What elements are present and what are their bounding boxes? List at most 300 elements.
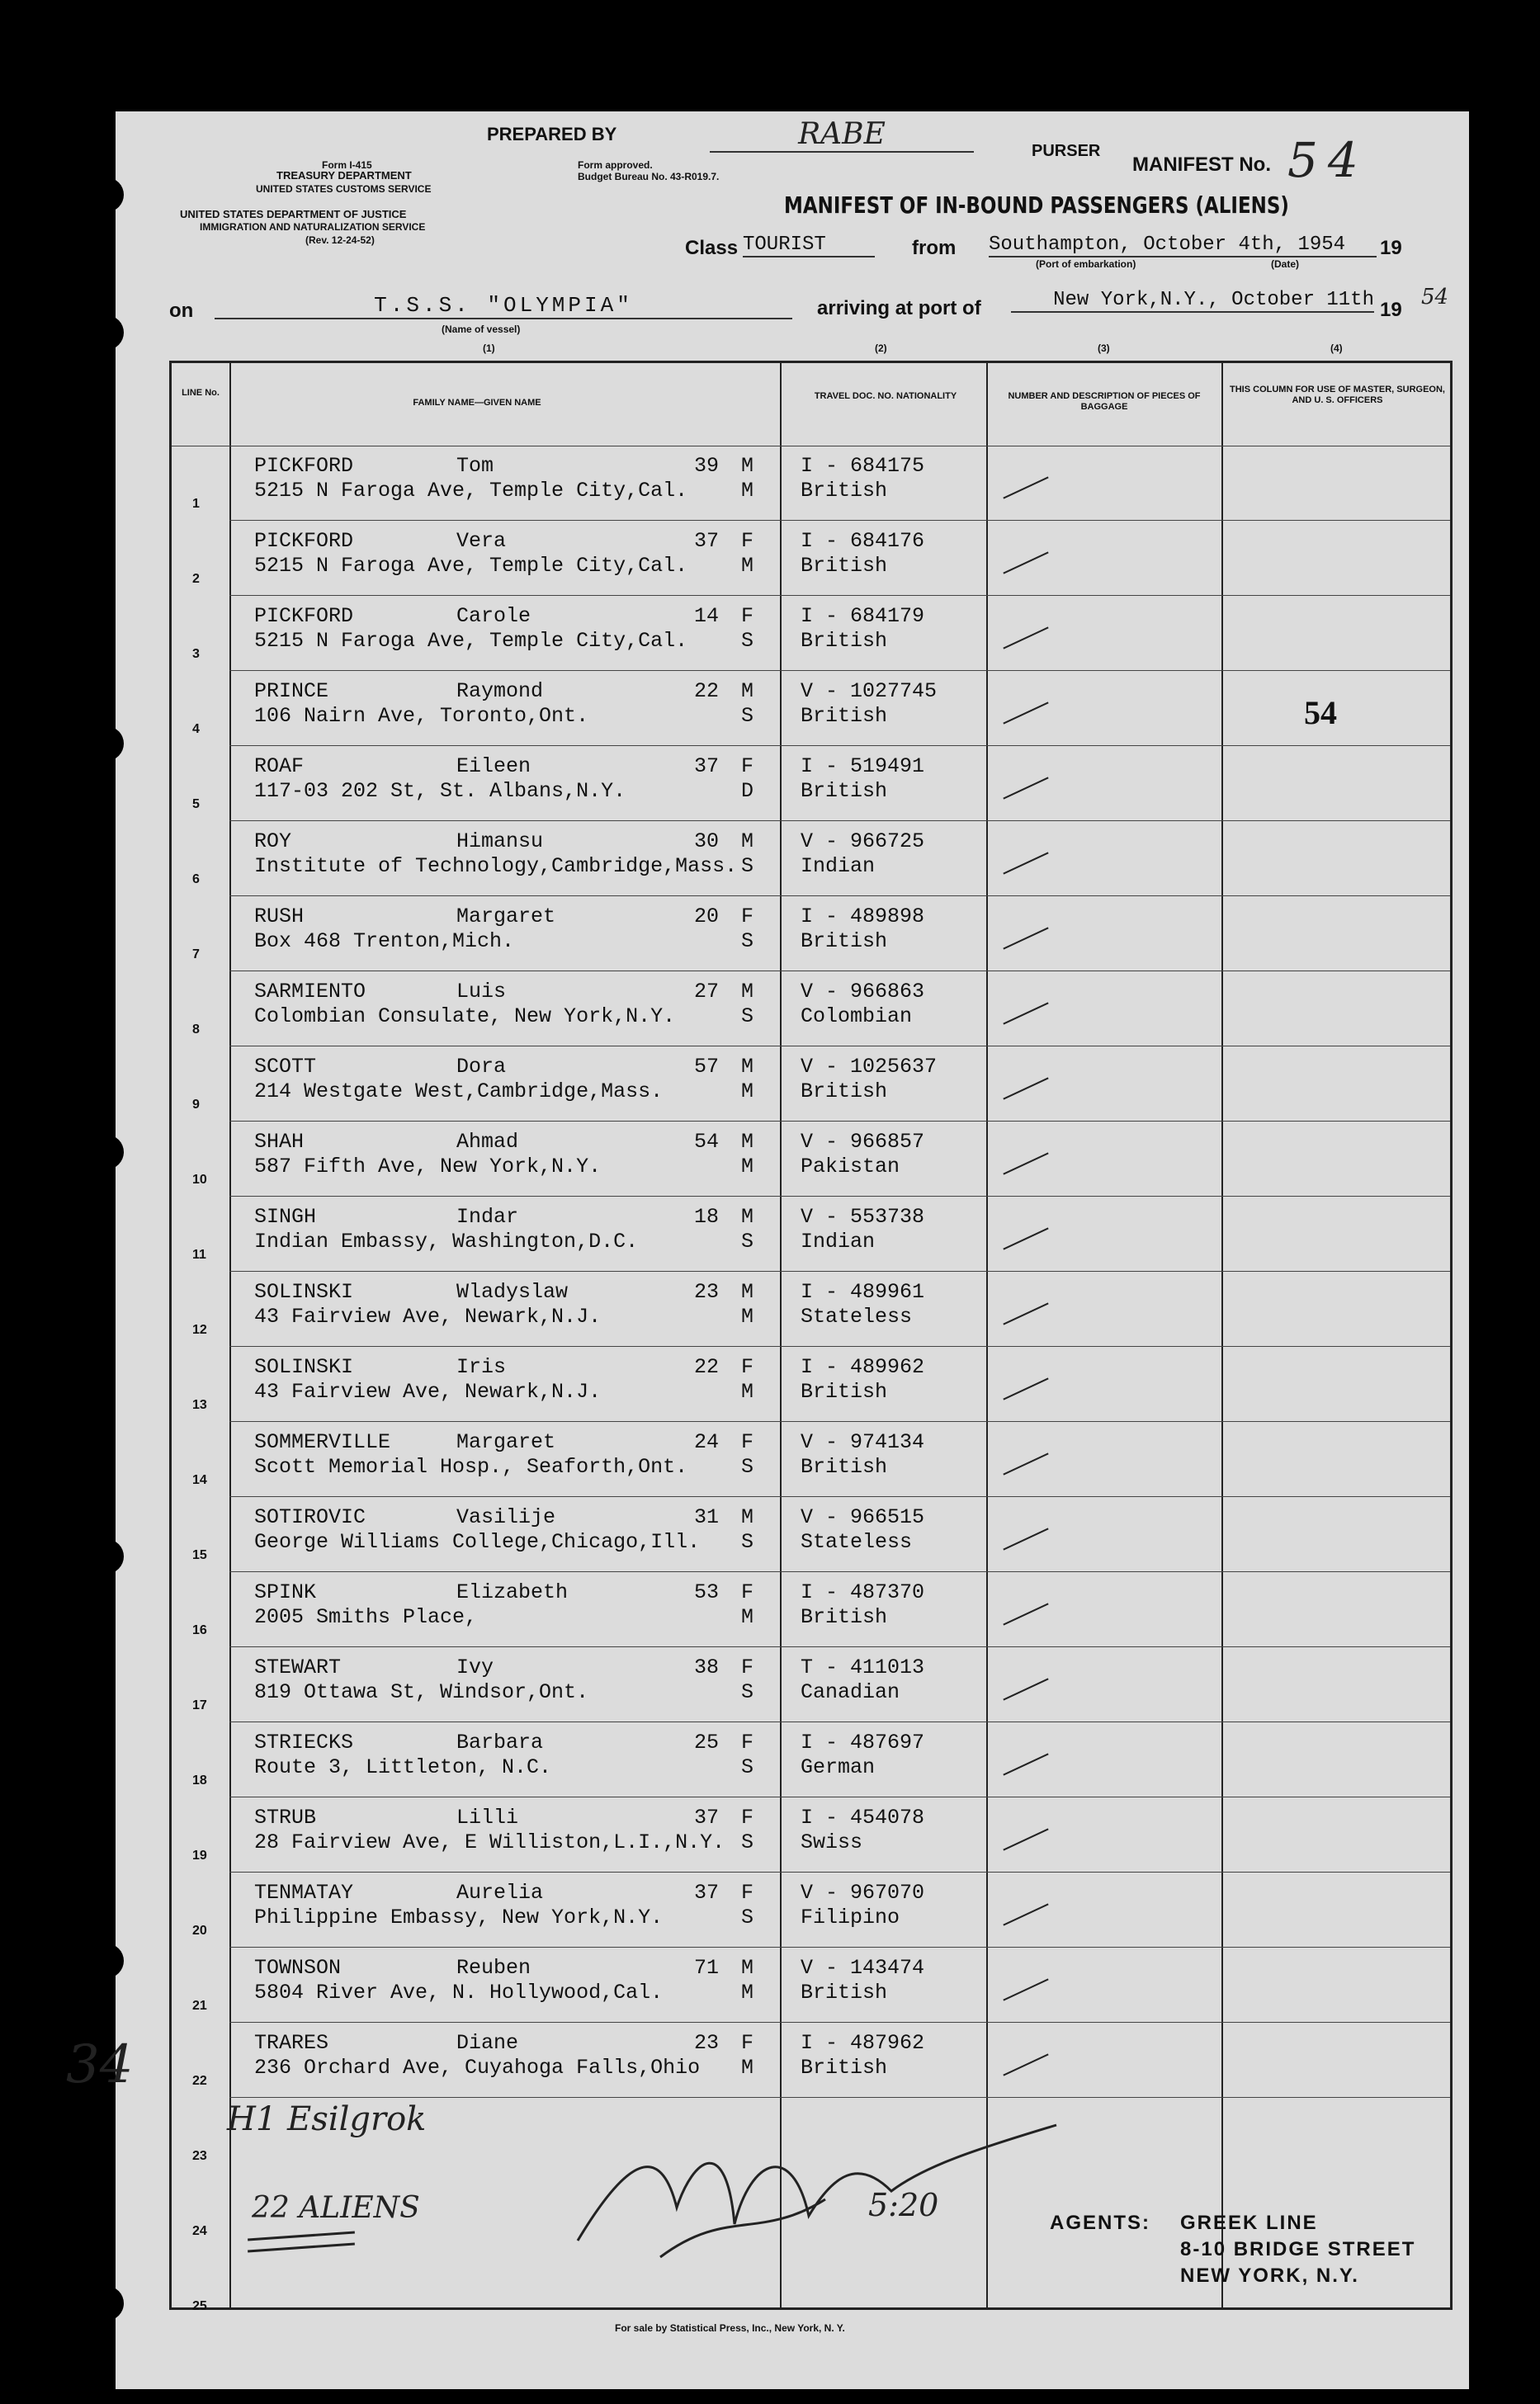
marital-status: M xyxy=(741,479,754,503)
travel-doc-number: I - 519491 xyxy=(801,754,925,778)
age: 18 xyxy=(694,1205,720,1229)
nationality: Pakistan xyxy=(801,1155,900,1178)
ins-service: IMMIGRATION AND NATURALIZATION SERVICE xyxy=(200,221,426,233)
address: Colombian Consulate, New York,N.Y. xyxy=(254,1004,676,1028)
agent-address-2: NEW YORK, N.Y. xyxy=(1180,2265,1359,2287)
marital-status: S xyxy=(741,854,754,878)
travel-doc-number: V - 553738 xyxy=(801,1205,925,1229)
arriving-port: New York,N.Y., October 11th xyxy=(1011,289,1374,313)
sex: F xyxy=(741,2031,754,2055)
check-mark xyxy=(1003,1152,1048,1174)
sex: F xyxy=(741,604,754,628)
agents-label: AGENTS: xyxy=(1050,2212,1150,2234)
age: 22 xyxy=(694,679,720,703)
age: 54 xyxy=(694,1130,720,1154)
given-name: Eileen xyxy=(456,754,531,778)
family-name: TOWNSON xyxy=(254,1956,342,1980)
table-row xyxy=(172,1647,1450,1722)
address: Philippine Embassy, New York,N.Y. xyxy=(254,1906,664,1929)
nationality: British xyxy=(801,629,888,653)
given-name: Lilli xyxy=(456,1806,519,1830)
header-baggage: NUMBER AND DESCRIPTION OF PIECES OF BAGGAGE xyxy=(1008,391,1201,412)
line-number: 6 xyxy=(192,872,200,886)
line-number: 17 xyxy=(192,1698,207,1712)
family-name: PRINCE xyxy=(254,679,329,703)
marital-status: M xyxy=(741,1380,754,1404)
marital-status: M xyxy=(741,1605,754,1629)
line-number: 11 xyxy=(192,1248,206,1262)
marital-status: S xyxy=(741,929,754,953)
address: 117-03 202 St, St. Albans,N.Y. xyxy=(254,779,626,803)
aliens-count-note: 22 ALIENS xyxy=(252,2191,420,2225)
given-name: Reuben xyxy=(456,1956,531,1980)
check-mark xyxy=(1003,852,1048,874)
age: 27 xyxy=(694,980,720,1004)
family-name: PICKFORD xyxy=(254,604,354,628)
family-name: RUSH xyxy=(254,904,305,928)
line-number: 2 xyxy=(192,572,200,586)
manifest-no-value: 54 xyxy=(1287,132,1368,188)
line-number: 1 xyxy=(192,497,200,511)
travel-doc-number: V - 143474 xyxy=(801,1956,925,1980)
address: 5215 N Faroga Ave, Temple City,Cal. xyxy=(254,554,688,578)
address: 587 Fifth Ave, New York,N.Y. xyxy=(254,1155,602,1178)
travel-doc-number: V - 974134 xyxy=(801,1430,925,1454)
table-row xyxy=(172,1122,1450,1197)
date-label: (Date) xyxy=(1271,258,1300,270)
table-row xyxy=(172,1347,1450,1422)
nationality: British xyxy=(801,554,888,578)
sex: F xyxy=(741,1430,754,1454)
family-name: PICKFORD xyxy=(254,529,354,553)
given-name: Margaret xyxy=(456,904,556,928)
family-name: PICKFORD xyxy=(254,454,354,478)
col-4-label: (4) xyxy=(1330,342,1343,354)
sex: M xyxy=(741,980,754,1004)
line-number: 13 xyxy=(192,1398,207,1412)
sex: F xyxy=(741,1731,754,1755)
sex: M xyxy=(741,1505,754,1529)
col-2-label: (2) xyxy=(875,342,887,354)
age: 25 xyxy=(694,1731,720,1755)
form-id: Form I-415 xyxy=(322,159,372,171)
family-name: SINGH xyxy=(254,1205,317,1229)
marital-status: M xyxy=(741,554,754,578)
handwritten-note: H1 Esilgrok xyxy=(227,2100,427,2138)
age: 22 xyxy=(694,1355,720,1379)
line-number: 10 xyxy=(192,1173,207,1187)
check-mark xyxy=(1003,1603,1048,1625)
header-name: FAMILY NAME—GIVEN NAME xyxy=(413,398,541,408)
sex: M xyxy=(741,1956,754,1980)
class-value: TOURIST xyxy=(743,234,875,257)
sex: M xyxy=(741,1280,754,1304)
given-name: Luis xyxy=(456,980,507,1004)
line-number: 7 xyxy=(192,947,200,961)
sex: M xyxy=(741,679,754,703)
family-name: STEWART xyxy=(254,1655,342,1679)
check-mark xyxy=(1003,777,1048,799)
vessel-name: T.S.S. "OLYMPIA" xyxy=(215,293,792,319)
sex: F xyxy=(741,1806,754,1830)
family-name: SOMMERVILLE xyxy=(254,1430,391,1454)
binder-hole xyxy=(89,1135,124,1169)
travel-doc-number: I - 684179 xyxy=(801,604,925,628)
nationality: British xyxy=(801,1380,888,1404)
arriving-year: 54 xyxy=(1421,285,1449,309)
family-name: SHAH xyxy=(254,1130,305,1154)
nationality: British xyxy=(801,704,888,728)
nationality: Swiss xyxy=(801,1830,863,1854)
sex: F xyxy=(741,529,754,553)
check-mark xyxy=(1003,1077,1048,1099)
sex: M xyxy=(741,1205,754,1229)
address: 43 Fairview Ave, Newark,N.J. xyxy=(254,1380,602,1404)
given-name: Ivy xyxy=(456,1655,494,1679)
nationality: Colombian xyxy=(801,1004,913,1028)
travel-doc-number: I - 489961 xyxy=(801,1280,925,1304)
marital-status: M xyxy=(741,2056,754,2080)
class-label: Class xyxy=(685,237,739,259)
marital-status: S xyxy=(741,704,754,728)
marital-status: S xyxy=(741,1906,754,1929)
purser-label: PURSER xyxy=(1032,142,1101,160)
line-number: 18 xyxy=(192,1773,207,1788)
header-officers: THIS COLUMN FOR USE OF MASTER, SURGEON, AND U. S. OFFICERS xyxy=(1230,385,1445,405)
marital-status: D xyxy=(741,779,754,803)
given-name: Indar xyxy=(456,1205,519,1229)
binder-hole xyxy=(89,315,124,350)
year-label: 19 xyxy=(1380,237,1402,259)
check-mark xyxy=(1003,1227,1048,1249)
line-number: 22 xyxy=(192,2074,207,2088)
arriving-year-label: 19 xyxy=(1380,299,1402,321)
address: Indian Embassy, Washington,D.C. xyxy=(254,1230,639,1254)
nationality: British xyxy=(801,779,888,803)
age: 71 xyxy=(694,1956,720,1980)
sex: F xyxy=(741,1355,754,1379)
given-name: Carole xyxy=(456,604,531,628)
check-mark xyxy=(1003,701,1048,724)
given-name: Tom xyxy=(456,454,494,478)
nationality: Stateless xyxy=(801,1305,913,1329)
table-row xyxy=(172,596,1450,671)
travel-doc-number: I - 487697 xyxy=(801,1731,925,1755)
check-mark xyxy=(1003,2053,1048,2076)
table-row xyxy=(172,1948,1450,2023)
line-number: 16 xyxy=(192,1623,207,1637)
agent-address-1: 8-10 BRIDGE STREET xyxy=(1180,2238,1416,2260)
age: 37 xyxy=(694,1881,720,1905)
age: 38 xyxy=(694,1655,720,1679)
travel-doc-number: V - 966857 xyxy=(801,1130,925,1154)
nationality: British xyxy=(801,929,888,953)
line-number: 4 xyxy=(192,722,200,736)
age: 39 xyxy=(694,454,720,478)
family-name: SARMIENTO xyxy=(254,980,366,1004)
travel-doc-number: I - 487962 xyxy=(801,2031,925,2055)
check-mark xyxy=(1003,1452,1048,1475)
treasury-dept: TREASURY DEPARTMENT xyxy=(276,169,412,182)
marital-status: M xyxy=(741,1305,754,1329)
marital-status: S xyxy=(741,1830,754,1854)
col-3-label: (3) xyxy=(1098,342,1110,354)
nationality: Indian xyxy=(801,1230,876,1254)
nationality: German xyxy=(801,1755,876,1779)
family-name: SCOTT xyxy=(254,1055,317,1079)
travel-doc-number: V - 966515 xyxy=(801,1505,925,1529)
given-name: Vera xyxy=(456,529,507,553)
binder-hole xyxy=(89,1539,124,1574)
sex: M xyxy=(741,829,754,853)
budget-bureau: Budget Bureau No. 43-R019.7. xyxy=(578,171,720,182)
given-name: Margaret xyxy=(456,1430,556,1454)
sex: M xyxy=(741,1055,754,1079)
passenger-table xyxy=(169,361,1453,2313)
line-number: 25 xyxy=(192,2299,207,2313)
family-name: TRARES xyxy=(254,2031,329,2055)
given-name: Diane xyxy=(456,2031,519,2055)
sex: F xyxy=(741,1580,754,1604)
line-number: 12 xyxy=(192,1323,207,1337)
age: 30 xyxy=(694,829,720,853)
vessel-name-label: (Name of vessel) xyxy=(442,324,521,335)
family-name: TENMATAY xyxy=(254,1881,354,1905)
table-row xyxy=(172,896,1450,971)
family-name: SOTIROVIC xyxy=(254,1505,366,1529)
line-number: 15 xyxy=(192,1548,207,1562)
given-name: Ahmad xyxy=(456,1130,519,1154)
travel-doc-number: V - 966725 xyxy=(801,829,925,853)
travel-doc-number: V - 967070 xyxy=(801,1881,925,1905)
check-mark xyxy=(1003,1377,1048,1400)
binder-hole xyxy=(89,1944,124,1978)
nationality: Filipino xyxy=(801,1906,900,1929)
form-rev: (Rev. 12-24-52) xyxy=(305,234,375,246)
address: Route 3, Littleton, N.C. xyxy=(254,1755,552,1779)
travel-doc-number: I - 684175 xyxy=(801,454,925,478)
address: George Williams College,Chicago,Ill. xyxy=(254,1530,701,1554)
age: 23 xyxy=(694,1280,720,1304)
sex: F xyxy=(741,1655,754,1679)
printer-credit: For sale by Statistical Press, Inc., New York, N. Y. xyxy=(615,2322,845,2334)
table-row xyxy=(172,521,1450,596)
marital-status: S xyxy=(741,629,754,653)
table-row xyxy=(172,671,1450,746)
line-number: 23 xyxy=(192,2149,207,2163)
check-mark xyxy=(1003,1828,1048,1850)
family-name: STRIECKS xyxy=(254,1731,354,1755)
marital-status: S xyxy=(741,1530,754,1554)
check-mark xyxy=(1003,1903,1048,1925)
travel-doc-number: I - 489898 xyxy=(801,904,925,928)
check-mark xyxy=(1003,476,1048,498)
address: 214 Westgate West,Cambridge,Mass. xyxy=(254,1079,664,1103)
address: Institute of Technology,Cambridge,Mass. xyxy=(254,854,738,878)
age: 37 xyxy=(694,1806,720,1830)
nationality: British xyxy=(801,2056,888,2080)
table-row xyxy=(172,446,1450,521)
family-name: ROY xyxy=(254,829,292,853)
nationality: British xyxy=(801,479,888,503)
family-name: SPINK xyxy=(254,1580,317,1604)
check-mark xyxy=(1003,1302,1048,1325)
line-number: 19 xyxy=(192,1849,207,1863)
table-row xyxy=(172,2023,1450,2098)
age: 53 xyxy=(694,1580,720,1604)
address: 236 Orchard Ave, Cuyahoga Falls,Ohio xyxy=(254,2056,701,2080)
sex: F xyxy=(741,1881,754,1905)
table-row xyxy=(172,1722,1450,1797)
line-number: 20 xyxy=(192,1924,207,1938)
table-row xyxy=(172,1197,1450,1272)
given-name: Barbara xyxy=(456,1731,544,1755)
check-mark xyxy=(1003,551,1048,574)
table-row xyxy=(172,1797,1450,1873)
arriving-label: arriving at port of xyxy=(817,297,981,319)
line-number: 24 xyxy=(192,2224,207,2238)
marital-status: M xyxy=(741,1155,754,1178)
travel-doc-number: I - 684176 xyxy=(801,529,925,553)
nationality: Canadian xyxy=(801,1680,900,1704)
marital-status: M xyxy=(741,1079,754,1103)
family-name: SOLINSKI xyxy=(254,1355,354,1379)
address: 819 Ottawa St, Windsor,Ont. xyxy=(254,1680,589,1704)
address: 106 Nairn Ave, Toronto,Ont. xyxy=(254,704,589,728)
family-name: SOLINSKI xyxy=(254,1280,354,1304)
marital-status: S xyxy=(741,1455,754,1479)
table-row xyxy=(172,746,1450,821)
header-doc: TRAVEL DOC. NO. NATIONALITY xyxy=(814,391,957,401)
marital-status: S xyxy=(741,1680,754,1704)
customs-service: UNITED STATES CUSTOMS SERVICE xyxy=(256,183,432,195)
given-name: Wladyslaw xyxy=(456,1280,569,1304)
family-name: ROAF xyxy=(254,754,305,778)
given-name: Vasilije xyxy=(456,1505,556,1529)
dept-justice: UNITED STATES DEPARTMENT OF JUSTICE xyxy=(180,208,407,220)
line-number: 5 xyxy=(192,797,200,811)
table-row xyxy=(172,971,1450,1046)
line-number: 3 xyxy=(192,647,200,661)
travel-doc-number: V - 1027745 xyxy=(801,679,938,703)
travel-doc-number: T - 411013 xyxy=(801,1655,925,1679)
nationality: British xyxy=(801,1981,888,2005)
prepared-by-value: RABE xyxy=(710,117,974,153)
sex: F xyxy=(741,754,754,778)
line-number: 21 xyxy=(192,1999,207,2013)
check-mark xyxy=(1003,1753,1048,1775)
sex: M xyxy=(741,1130,754,1154)
travel-doc-number: I - 487370 xyxy=(801,1580,925,1604)
address: 5215 N Faroga Ave, Temple City,Cal. xyxy=(254,479,688,503)
signature xyxy=(561,2109,1073,2274)
check-mark xyxy=(1003,1678,1048,1700)
officer-mark: 54 xyxy=(1304,694,1337,731)
marital-status: S xyxy=(741,1755,754,1779)
from-label: from xyxy=(912,237,957,259)
travel-doc-number: V - 1025637 xyxy=(801,1055,938,1079)
margin-number: 34 xyxy=(66,2034,134,2095)
address: 28 Fairview Ave, E Williston,L.I.,N.Y. xyxy=(254,1830,725,1854)
given-name: Iris xyxy=(456,1355,507,1379)
address: 5215 N Faroga Ave, Temple City,Cal. xyxy=(254,629,688,653)
line-number: 14 xyxy=(192,1473,207,1487)
table-row xyxy=(172,1572,1450,1647)
manifest-title: MANIFEST OF IN-BOUND PASSENGERS (ALIENS) xyxy=(784,191,1289,219)
table-row xyxy=(172,1422,1450,1497)
on-label: on xyxy=(169,300,194,322)
table-row xyxy=(172,821,1450,896)
check-mark xyxy=(1003,1528,1048,1550)
nationality: Stateless xyxy=(801,1530,913,1554)
binder-hole xyxy=(89,726,124,761)
table-row xyxy=(172,1046,1450,1122)
header-line-no: LINE No. xyxy=(182,388,220,398)
line-number: 9 xyxy=(192,1098,200,1112)
table-row xyxy=(172,1497,1450,1572)
nationality: British xyxy=(801,1079,888,1103)
check-mark xyxy=(1003,927,1048,949)
nationality: Indian xyxy=(801,854,876,878)
age: 20 xyxy=(694,904,720,928)
age: 23 xyxy=(694,2031,720,2055)
age: 31 xyxy=(694,1505,720,1529)
given-name: Raymond xyxy=(456,679,544,703)
age: 37 xyxy=(694,754,720,778)
age: 57 xyxy=(694,1055,720,1079)
table-row xyxy=(172,1272,1450,1347)
sex: F xyxy=(741,904,754,928)
marital-status: M xyxy=(741,1981,754,2005)
marital-status: S xyxy=(741,1230,754,1254)
nationality: British xyxy=(801,1605,888,1629)
travel-doc-number: I - 489962 xyxy=(801,1355,925,1379)
address: 43 Fairview Ave, Newark,N.J. xyxy=(254,1305,602,1329)
address: 2005 Smiths Place, xyxy=(254,1605,478,1629)
check-mark xyxy=(1003,1978,1048,2000)
travel-doc-number: I - 454078 xyxy=(801,1806,925,1830)
age: 24 xyxy=(694,1430,720,1454)
port-embarkation-label: (Port of embarkation) xyxy=(1036,258,1136,270)
given-name: Dora xyxy=(456,1055,507,1079)
family-name: STRUB xyxy=(254,1806,317,1830)
address: Box 468 Trenton,Mich. xyxy=(254,929,515,953)
binder-hole xyxy=(89,2286,124,2321)
nationality: British xyxy=(801,1455,888,1479)
marital-status: S xyxy=(741,1004,754,1028)
time-note: 5:20 xyxy=(868,2187,939,2223)
line-number: 8 xyxy=(192,1023,200,1037)
form-approved: Form approved. xyxy=(578,159,653,171)
agent-name: GREEK LINE xyxy=(1180,2212,1318,2234)
address: 5804 River Ave, N. Hollywood,Cal. xyxy=(254,1981,664,2005)
address: Scott Memorial Hosp., Seaforth,Ont. xyxy=(254,1455,688,1479)
prepared-by-label: PREPARED BY xyxy=(487,124,617,144)
col-1-label: (1) xyxy=(483,342,495,354)
table-row xyxy=(172,1873,1450,1948)
sex: M xyxy=(741,454,754,478)
age: 37 xyxy=(694,529,720,553)
check-mark xyxy=(1003,1002,1048,1024)
given-name: Himansu xyxy=(456,829,544,853)
given-name: Aurelia xyxy=(456,1881,544,1905)
binder-hole xyxy=(89,177,124,212)
given-name: Elizabeth xyxy=(456,1580,569,1604)
from-value: Southampton, October 4th, 1954 xyxy=(989,234,1377,257)
travel-doc-number: V - 966863 xyxy=(801,980,925,1004)
check-mark xyxy=(1003,626,1048,649)
manifest-no-label: MANIFEST No. xyxy=(1132,153,1271,176)
